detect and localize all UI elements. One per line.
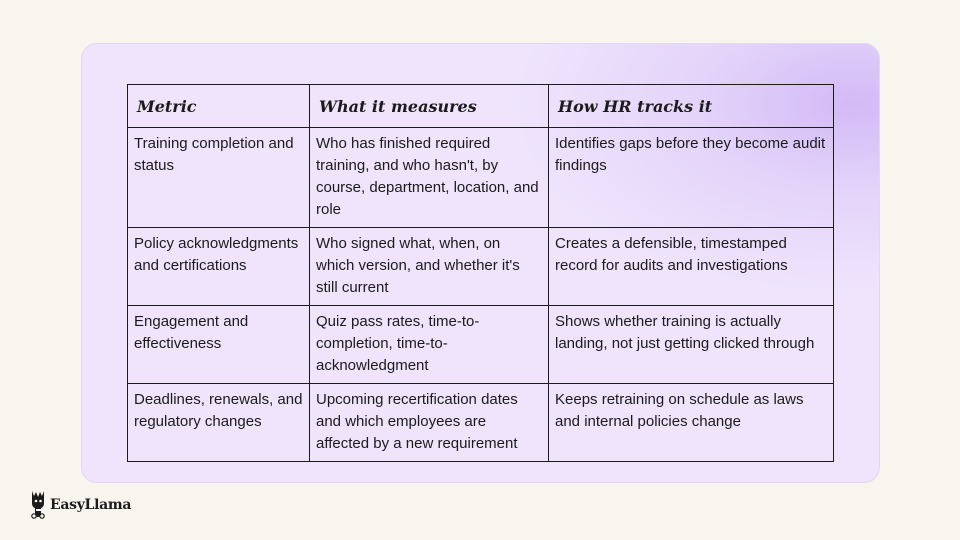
header-metric: Metric — [128, 85, 310, 128]
easyllama-logo — [28, 489, 131, 521]
tracks-cell: Identifies gaps before they become audit findings — [549, 128, 834, 228]
measures-cell: Upcoming recertification dates and which employees are affected by a new requirement — [310, 384, 549, 462]
table-row — [128, 228, 834, 306]
logo-text: EasyLlama — [50, 497, 132, 513]
metric-cell: Deadlines, renewals, and regulatory changes — [128, 384, 310, 462]
tracks-cell: Creates a defensible, timestamped record for audits and investigations — [549, 228, 834, 306]
metric-cell: Engagement and effectiveness — [128, 306, 310, 384]
measures-cell: Who signed what, when, on which version, and whether it's still current — [310, 228, 549, 306]
tracks-cell: Shows whether training is actually landing, not just getting clicked through — [549, 306, 834, 384]
table-row — [128, 384, 834, 462]
llama-icon — [28, 489, 48, 521]
table-row — [128, 306, 834, 384]
measures-cell: Quiz pass rates, time-to-completion, time-to-acknowledgment — [310, 306, 549, 384]
table-header-row — [128, 85, 834, 128]
metric-cell: Policy acknowledgments and certifications — [128, 228, 310, 306]
header-how-hr-tracks-it: How HR tracks it — [549, 85, 834, 128]
table-row — [128, 128, 834, 228]
tracks-cell: Keeps retraining on schedule as laws and internal policies change — [549, 384, 834, 462]
metric-cell: Training completion and status — [128, 128, 310, 228]
metrics-table — [127, 84, 834, 462]
measures-cell: Who has finished required training, and who hasn't, by course, department, location, and role — [310, 128, 549, 228]
header-what-it-measures: What it measures — [310, 85, 549, 128]
